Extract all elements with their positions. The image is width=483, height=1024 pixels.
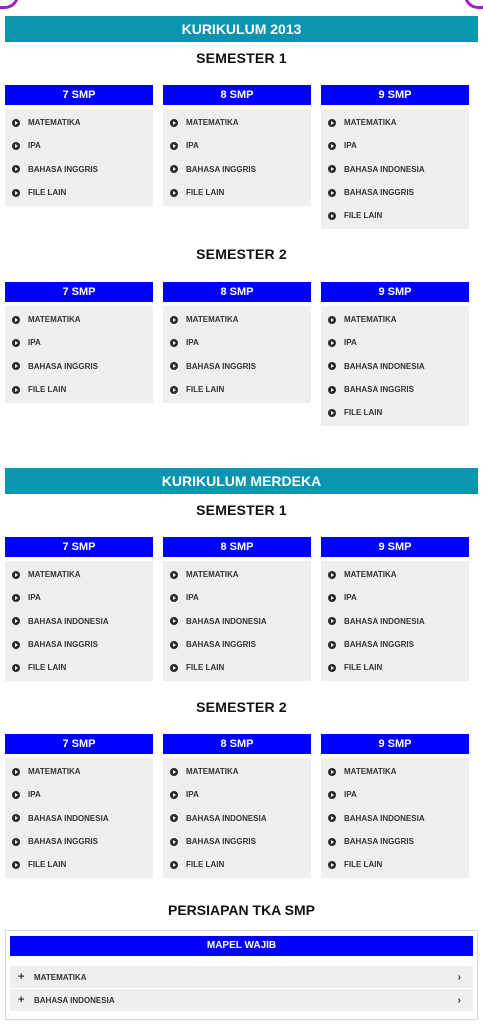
subject-label: BAHASA INDONESIA: [344, 164, 425, 174]
arrow-circle-right-icon: [328, 814, 336, 822]
plus-icon: +: [18, 971, 25, 983]
subject-link[interactable]: [321, 853, 469, 876]
subject-link[interactable]: [5, 760, 153, 783]
semester-title: SEMESTER 2: [196, 246, 287, 262]
subject-link[interactable]: [321, 586, 469, 609]
subject-link[interactable]: [163, 181, 311, 204]
arrow-circle-right-icon: [328, 316, 336, 324]
subject-link[interactable]: [5, 158, 153, 181]
subject-label: IPA: [28, 593, 41, 603]
subject-link[interactable]: [163, 656, 311, 679]
arrow-circle-right-icon: [12, 189, 20, 197]
mapel-wajib-header: MAPEL WAJIB: [10, 936, 473, 956]
subject-link[interactable]: [163, 158, 311, 181]
tka-accordion-bahasa-indonesia[interactable]: [10, 989, 473, 1011]
grade-header: 8 SMP: [163, 85, 311, 105]
subject-link[interactable]: [321, 355, 469, 378]
arrow-circle-right-icon: [170, 165, 178, 173]
arrow-circle-right-icon: [328, 861, 336, 869]
subject-label: BAHASA INGGRIS: [186, 837, 256, 847]
subject-link[interactable]: [321, 656, 469, 679]
subject-list: [163, 109, 311, 206]
arrow-circle-right-icon: [328, 617, 336, 625]
arrow-circle-right-icon: [12, 594, 20, 602]
subject-link[interactable]: [321, 563, 469, 586]
arrow-circle-right-icon: [12, 768, 20, 776]
subject-link[interactable]: [5, 355, 153, 378]
subject-label: BAHASA INGGRIS: [186, 164, 256, 174]
subject-link[interactable]: [163, 331, 311, 354]
semester-title: SEMESTER 2: [196, 699, 287, 715]
subject-label: BAHASA INDONESIA: [344, 813, 425, 823]
subject-label: FILE LAIN: [344, 408, 383, 418]
subject-label: BAHASA INDONESIA: [186, 616, 267, 626]
grade-column: [5, 85, 153, 206]
arrow-circle-right-icon: [170, 571, 178, 579]
arrow-circle-right-icon: [328, 212, 336, 220]
subject-label: MATEMATIKA: [344, 315, 397, 325]
tka-accordion-matematika[interactable]: [10, 966, 473, 988]
arrow-circle-right-icon: [12, 386, 20, 394]
subject-link[interactable]: [5, 563, 153, 586]
kurikulum-merdeka-banner: [5, 468, 478, 494]
subject-link[interactable]: [163, 807, 311, 830]
subject-list: [321, 758, 469, 878]
grade-column: [163, 734, 311, 878]
subject-label: IPA: [186, 790, 199, 800]
subject-link[interactable]: [5, 610, 153, 633]
subject-link[interactable]: [163, 355, 311, 378]
kurikulum-2013-title: KURIKULUM 2013: [5, 16, 478, 42]
subject-list: [321, 109, 469, 229]
subject-link[interactable]: [163, 783, 311, 806]
subject-label: IPA: [344, 790, 357, 800]
subject-label: FILE LAIN: [186, 663, 225, 673]
arrow-circle-right-icon: [12, 316, 20, 324]
subject-link[interactable]: [163, 633, 311, 656]
subject-label: MATEMATIKA: [344, 118, 397, 128]
arrow-circle-right-icon: [328, 189, 336, 197]
subject-link[interactable]: [163, 378, 311, 401]
km-semester2-title-wrap: [5, 696, 478, 718]
subject-link[interactable]: [5, 134, 153, 157]
grade-header: 8 SMP: [163, 282, 311, 302]
arrow-circle-right-icon: [328, 664, 336, 672]
grade-header: 9 SMP: [321, 734, 469, 754]
grade-column: [321, 537, 469, 681]
subject-label: IPA: [28, 790, 41, 800]
km-semester1-title-wrap: [5, 499, 478, 521]
subject-label: BAHASA INDONESIA: [344, 616, 425, 626]
arrow-circle-right-icon: [170, 362, 178, 370]
subject-link[interactable]: [321, 111, 469, 134]
arrow-circle-right-icon: [170, 119, 178, 127]
subject-list: [5, 306, 153, 403]
subject-label: BAHASA INGGRIS: [344, 640, 414, 650]
subject-label: IPA: [28, 338, 41, 348]
grade-column: [5, 537, 153, 681]
plus-icon: +: [18, 994, 25, 1006]
subject-label: IPA: [186, 141, 199, 151]
kurikulum-merdeka-title: KURIKULUM MERDEKA: [5, 468, 478, 494]
subject-link[interactable]: [163, 830, 311, 853]
arrow-circle-right-icon: [12, 119, 20, 127]
subject-label: FILE LAIN: [28, 663, 67, 673]
semester-title: SEMESTER 1: [196, 502, 287, 518]
subject-label: BAHASA INGGRIS: [344, 188, 414, 198]
subject-link[interactable]: [5, 111, 153, 134]
accordion-label: MATEMATIKA: [34, 972, 87, 982]
subject-label: BAHASA INGGRIS: [186, 640, 256, 650]
arrow-circle-right-icon: [12, 142, 20, 150]
subject-list: [163, 561, 311, 681]
subject-label: MATEMATIKA: [186, 570, 239, 580]
subject-link[interactable]: [321, 401, 469, 424]
grade-column: [163, 537, 311, 681]
subject-link[interactable]: [321, 830, 469, 853]
subject-link[interactable]: [163, 853, 311, 876]
subject-link[interactable]: [5, 181, 153, 204]
grade-header: 7 SMP: [5, 85, 153, 105]
subject-link[interactable]: [5, 633, 153, 656]
semester-title: SEMESTER 1: [196, 50, 287, 66]
arrow-circle-right-icon: [12, 664, 20, 672]
subject-label: FILE LAIN: [344, 663, 383, 673]
grade-header: 9 SMP: [321, 537, 469, 557]
arrow-circle-right-icon: [12, 165, 20, 173]
grade-column: [321, 734, 469, 878]
k13-semester2-title-wrap: [5, 243, 478, 265]
arrow-circle-right-icon: [170, 339, 178, 347]
decorative-corner-left: [0, 0, 19, 9]
subject-link[interactable]: [321, 204, 469, 227]
subject-list: [321, 306, 469, 426]
subject-link[interactable]: [5, 807, 153, 830]
subject-list: [163, 758, 311, 878]
arrow-circle-right-icon: [328, 791, 336, 799]
arrow-circle-right-icon: [170, 838, 178, 846]
subject-label: FILE LAIN: [344, 211, 383, 221]
tka-panel: [5, 930, 478, 1020]
subject-label: FILE LAIN: [344, 860, 383, 870]
subject-link[interactable]: [5, 853, 153, 876]
subject-link[interactable]: [163, 586, 311, 609]
k13-semester1-title-wrap: [5, 47, 478, 69]
arrow-circle-right-icon: [328, 594, 336, 602]
arrow-circle-right-icon: [170, 814, 178, 822]
subject-label: IPA: [344, 593, 357, 603]
subject-link[interactable]: [321, 760, 469, 783]
subject-link[interactable]: [5, 783, 153, 806]
arrow-circle-right-icon: [328, 641, 336, 649]
subject-label: FILE LAIN: [186, 385, 225, 395]
subject-label: BAHASA INGGRIS: [344, 837, 414, 847]
arrow-circle-right-icon: [170, 142, 178, 150]
arrow-circle-right-icon: [170, 791, 178, 799]
arrow-circle-right-icon: [328, 119, 336, 127]
subject-link[interactable]: [5, 656, 153, 679]
subject-list: [321, 561, 469, 681]
arrow-circle-right-icon: [170, 617, 178, 625]
arrow-circle-right-icon: [12, 838, 20, 846]
subject-link[interactable]: [321, 610, 469, 633]
subject-link[interactable]: [321, 158, 469, 181]
subject-label: MATEMATIKA: [28, 118, 81, 128]
arrow-circle-right-icon: [328, 838, 336, 846]
grade-header: 9 SMP: [321, 282, 469, 302]
arrow-circle-right-icon: [328, 571, 336, 579]
subject-link[interactable]: [163, 760, 311, 783]
arrow-circle-right-icon: [328, 768, 336, 776]
grade-column: [163, 85, 311, 206]
subject-label: BAHASA INDONESIA: [28, 616, 109, 626]
subject-link[interactable]: [5, 830, 153, 853]
grade-header: 8 SMP: [163, 537, 311, 557]
subject-link[interactable]: [163, 111, 311, 134]
arrow-circle-right-icon: [170, 861, 178, 869]
arrow-circle-right-icon: [170, 316, 178, 324]
subject-list: [5, 109, 153, 206]
subject-label: BAHASA INGGRIS: [28, 164, 98, 174]
subject-label: IPA: [186, 593, 199, 603]
grade-header: 9 SMP: [321, 85, 469, 105]
subject-label: BAHASA INDONESIA: [344, 361, 425, 371]
subject-label: MATEMATIKA: [186, 118, 239, 128]
grade-column: [321, 85, 469, 229]
arrow-circle-right-icon: [12, 814, 20, 822]
subject-label: FILE LAIN: [28, 385, 67, 395]
chevron-right-icon: ›: [457, 994, 461, 1006]
grade-column: [321, 282, 469, 426]
arrow-circle-right-icon: [12, 861, 20, 869]
arrow-circle-right-icon: [12, 641, 20, 649]
grade-header: 7 SMP: [5, 734, 153, 754]
subject-label: IPA: [344, 338, 357, 348]
subject-label: BAHASA INGGRIS: [28, 837, 98, 847]
subject-label: BAHASA INDONESIA: [186, 813, 267, 823]
arrow-circle-right-icon: [328, 386, 336, 394]
subject-label: MATEMATIKA: [344, 767, 397, 777]
grade-header: 8 SMP: [163, 734, 311, 754]
accordion-label: BAHASA INDONESIA: [34, 995, 115, 1005]
arrow-circle-right-icon: [328, 409, 336, 417]
grade-header: 7 SMP: [5, 537, 153, 557]
subject-label: BAHASA INGGRIS: [28, 640, 98, 650]
grade-column: [5, 734, 153, 878]
subject-label: FILE LAIN: [28, 860, 67, 870]
subject-link[interactable]: [321, 378, 469, 401]
subject-link[interactable]: [163, 610, 311, 633]
subject-link[interactable]: [163, 308, 311, 331]
subject-label: IPA: [28, 141, 41, 151]
arrow-circle-right-icon: [170, 664, 178, 672]
grade-column: [163, 282, 311, 403]
subject-link[interactable]: [163, 563, 311, 586]
subject-label: BAHASA INGGRIS: [28, 361, 98, 371]
arrow-circle-right-icon: [12, 571, 20, 579]
subject-list: [163, 306, 311, 403]
subject-label: MATEMATIKA: [28, 767, 81, 777]
subject-label: FILE LAIN: [28, 188, 67, 198]
subject-label: BAHASA INDONESIA: [28, 813, 109, 823]
subject-link[interactable]: [321, 134, 469, 157]
kurikulum-2013-banner: [5, 16, 478, 42]
arrow-circle-right-icon: [12, 362, 20, 370]
subject-link[interactable]: [321, 807, 469, 830]
arrow-circle-right-icon: [328, 165, 336, 173]
subject-link[interactable]: [5, 378, 153, 401]
arrow-circle-right-icon: [170, 641, 178, 649]
subject-link[interactable]: [321, 308, 469, 331]
arrow-circle-right-icon: [12, 617, 20, 625]
subject-link[interactable]: [321, 633, 469, 656]
arrow-circle-right-icon: [328, 142, 336, 150]
subject-label: IPA: [186, 338, 199, 348]
subject-label: MATEMATIKA: [28, 570, 81, 580]
subject-label: MATEMATIKA: [186, 767, 239, 777]
subject-link[interactable]: [5, 331, 153, 354]
subject-label: FILE LAIN: [186, 860, 225, 870]
subject-label: BAHASA INGGRIS: [344, 385, 414, 395]
arrow-circle-right-icon: [328, 362, 336, 370]
subject-link[interactable]: [321, 181, 469, 204]
arrow-circle-right-icon: [170, 189, 178, 197]
subject-list: [5, 758, 153, 878]
subject-label: IPA: [344, 141, 357, 151]
arrow-circle-right-icon: [170, 594, 178, 602]
subject-label: MATEMATIKA: [28, 315, 81, 325]
arrow-circle-right-icon: [170, 768, 178, 776]
arrow-circle-right-icon: [12, 339, 20, 347]
subject-link[interactable]: [5, 308, 153, 331]
chevron-right-icon: ›: [457, 971, 461, 983]
subject-label: MATEMATIKA: [344, 570, 397, 580]
tka-title: PERSIAPAN TKA SMP: [167, 902, 315, 918]
subject-link[interactable]: [321, 331, 469, 354]
subject-label: FILE LAIN: [186, 188, 225, 198]
subject-list: [5, 561, 153, 681]
subject-link[interactable]: [5, 586, 153, 609]
grade-column: [5, 282, 153, 403]
subject-link[interactable]: [321, 783, 469, 806]
subject-label: BAHASA INGGRIS: [186, 361, 256, 371]
grade-header: 7 SMP: [5, 282, 153, 302]
decorative-corner-right: [464, 0, 483, 9]
subject-link[interactable]: [163, 134, 311, 157]
arrow-circle-right-icon: [12, 791, 20, 799]
arrow-circle-right-icon: [328, 339, 336, 347]
subject-label: MATEMATIKA: [186, 315, 239, 325]
arrow-circle-right-icon: [170, 386, 178, 394]
